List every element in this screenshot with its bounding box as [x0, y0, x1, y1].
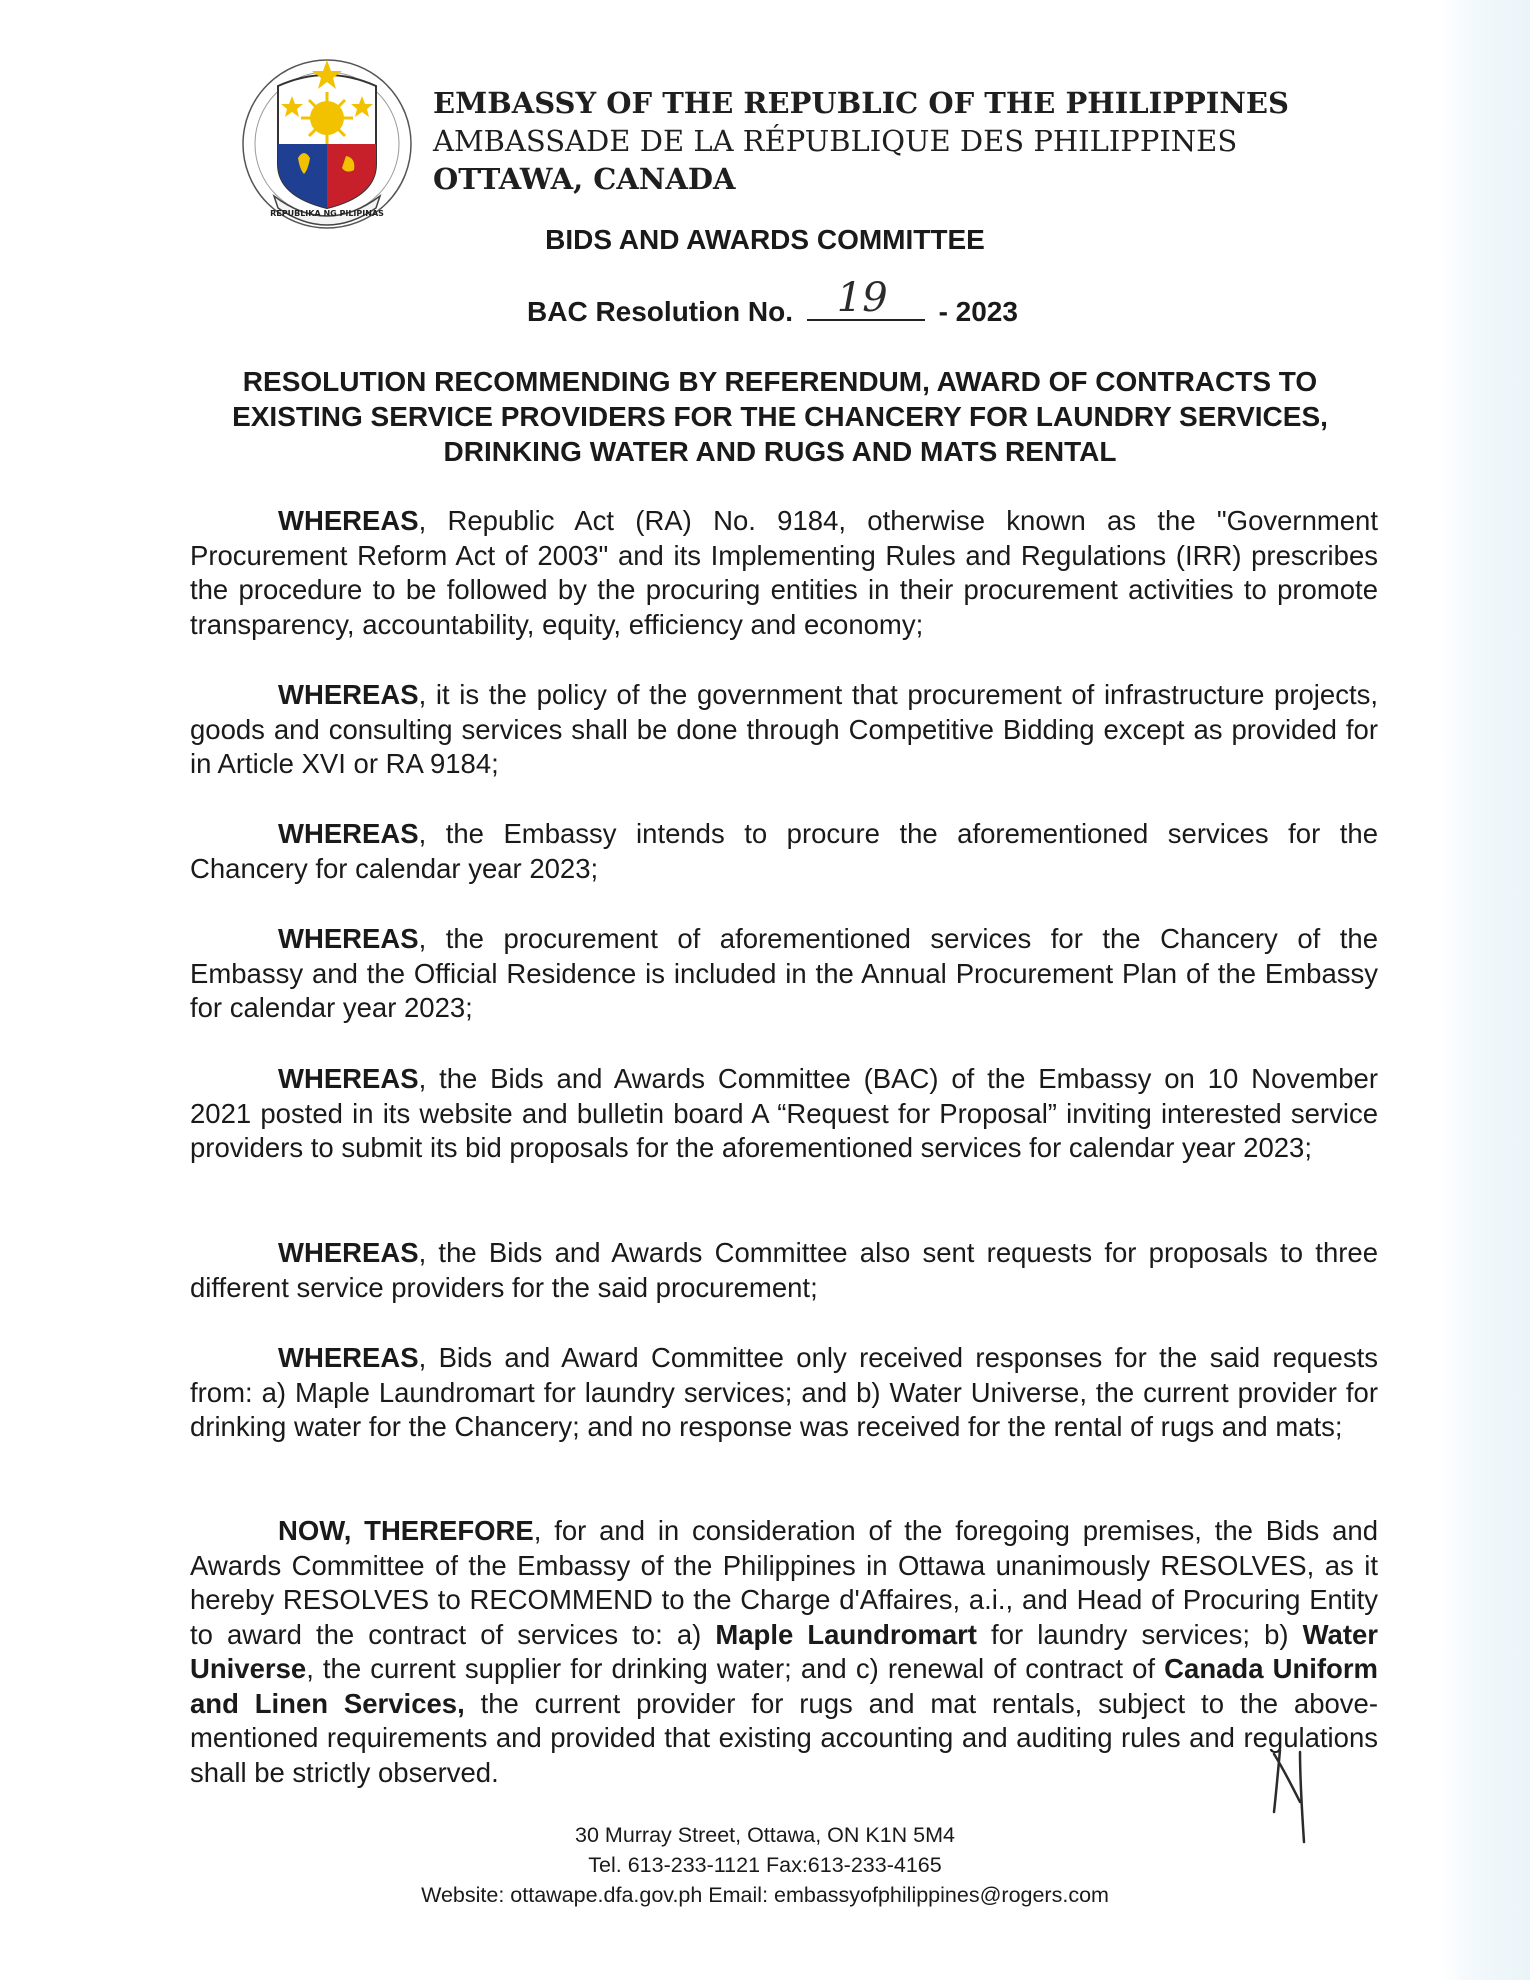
paragraph-text: , Bids and Award Committee only received responses for the said requests from: a) Maple Laundromart for laundry services; and b) Water Universe, the current provider for drinking water for the Chancery; and no response was received for the rental of rugs and mats; — [190, 1342, 1378, 1442]
resolution-number: 19 — [836, 275, 888, 321]
resolution-suffix: - 2023 — [938, 296, 1018, 327]
footer-address: 30 Murray Street, Ottawa, ON K1N 5M4 — [575, 1823, 955, 1847]
paragraph-text: for laundry services; b) — [976, 1618, 1303, 1650]
paragraph-text: , the Bids and Awards Committee (BAC) of the Embassy on 10 November 2021 posted in its website and bulletin board A “Request for Proposal” inviting interested service providers to submit its bid proposals for the aforementioned services for calendar year 2023; — [190, 1063, 1378, 1163]
footer-web: Website: ottawape.dfa.gov.ph Email: embassyofphilippines@rogers.com — [421, 1883, 1109, 1907]
whereas-paragraph-4 — [190, 922, 1378, 1026]
whereas-paragraph-7 — [190, 1341, 1378, 1445]
whereas-paragraph-1 — [190, 504, 1378, 642]
awardee-water-universe: Water Universe — [190, 1618, 1378, 1684]
paragraph-text: , the procurement of aforementioned services for the Chancery of the Embassy and the Official Residence is included in the Annual Procurement Plan of the Embassy for calendar year 2023; — [190, 923, 1378, 1023]
awardee-canada-uniform: Canada Uniform and Linen Services, — [190, 1653, 1379, 1719]
scan-edge-shading — [1440, 0, 1530, 1980]
therefore-lead: NOW, THEREFORE — [278, 1515, 534, 1546]
whereas-lead: WHEREAS — [278, 818, 419, 849]
seal-text: REPUBLIKA NG PILIPINAS — [270, 209, 384, 218]
header-line-3: OTTAWA, CANADA — [433, 162, 736, 196]
whereas-paragraph-3 — [190, 817, 1378, 886]
resolution-number-line — [527, 275, 1018, 328]
paragraph-text: , it is the policy of the government that procurement of infrastructure projects, goods and consulting services shall be done through Competitive Bidding except as provided for in Article XVI or RA 9184; — [190, 679, 1378, 779]
whereas-lead: WHEREAS — [278, 1342, 419, 1373]
footer-phone: Tel. 613-233-1121 Fax:613-233-4165 — [588, 1853, 942, 1877]
whereas-lead: WHEREAS — [278, 679, 419, 710]
now-therefore-paragraph — [190, 1514, 1378, 1790]
whereas-paragraph-6 — [190, 1236, 1378, 1305]
whereas-lead: WHEREAS — [278, 1237, 419, 1268]
whereas-lead: WHEREAS — [278, 1063, 419, 1094]
whereas-lead: WHEREAS — [278, 923, 419, 954]
paragraph-text: , the Embassy intends to procure the aforementioned services for the Chancery for calendar year 2023; — [190, 818, 1378, 884]
resolution-title: RESOLUTION RECOMMENDING BY REFERENDUM, AWARD OF CONTRACTS TO EXISTING SERVICE PROVIDERS FOR THE CHANCERY FOR LAUNDRY SERVICES, DRINKING WATER AND RUGS AND MATS RENTAL — [232, 366, 1328, 467]
whereas-paragraph-5 — [190, 1062, 1378, 1166]
philippine-coat-of-arms-seal — [238, 46, 416, 234]
paragraph-text: the current provider for rugs and mat rentals, subject to the above-mentioned requirements and provided that existing accounting and auditing rules and regulations shall be strictly observed. — [190, 1687, 1379, 1788]
resolution-prefix: BAC Resolution No. — [527, 296, 793, 327]
embassy-header — [433, 84, 1289, 198]
resolution-number-blank — [807, 275, 925, 321]
paragraph-text: , the Bids and Awards Committee also sent requests for proposals to three different service providers for the said procurement; — [190, 1237, 1378, 1303]
awardee-maple-laundromart: Maple Laundromart — [715, 1618, 977, 1650]
whereas-lead: WHEREAS — [278, 505, 419, 536]
header-line-1: EMBASSY OF THE REPUBLIC OF THE PHILIPPINES — [433, 86, 1289, 120]
paragraph-text: , the current supplier for drinking water; and c) renewal of contract of — [306, 1653, 1165, 1684]
whereas-paragraph-2 — [190, 678, 1378, 782]
embassy-footer — [0, 1820, 1530, 1910]
header-line-2: AMBASSADE DE LA RÉPUBLIQUE DES PHILIPPINES — [433, 124, 1238, 158]
committee-heading: BIDS AND AWARDS COMMITTEE — [545, 224, 985, 255]
paragraph-text: , Republic Act (RA) No. 9184, otherwise known as the "Government Procurement Reform Act of 2003" and its Implementing Rules and Regulations (IRR) prescribes the procedure to be followed by the procuring entities in their procurement activities to promote transparency, accountability, equity, efficiency and economy; — [190, 505, 1378, 640]
paragraph-text: , for and in consideration of the foregoing premises, the Bids and Awards Committee of the Embassy of the Philippines in Ottawa unanimously RESOLVES, as it hereby RESOLVES to RECOMMEND to the Charge d'Affaires, a.i., and Head of Procuring Entity to award the contract of services to: a) — [190, 1515, 1378, 1650]
